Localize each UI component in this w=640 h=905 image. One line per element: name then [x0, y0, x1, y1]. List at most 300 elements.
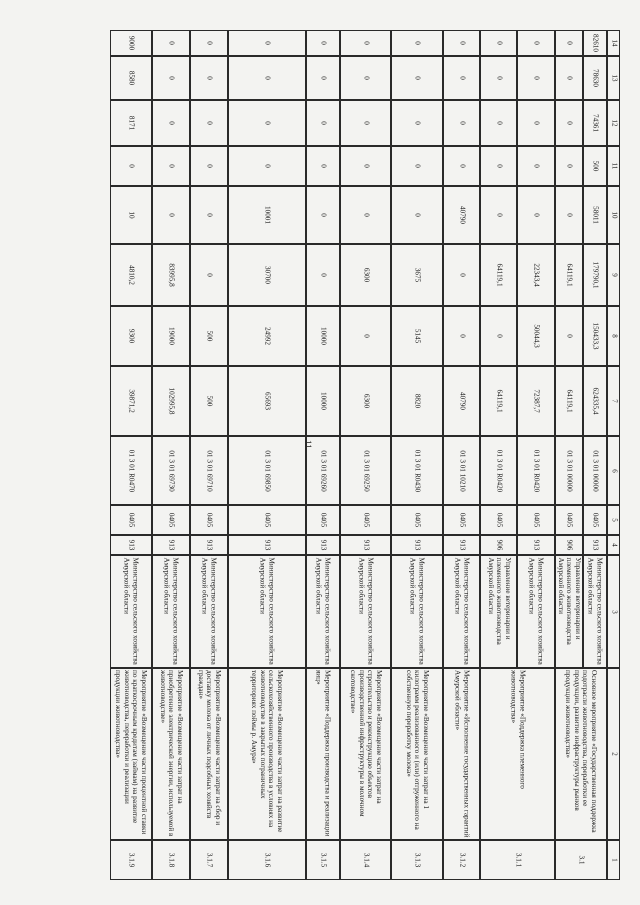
row-3.1.7-c14	[190, 30, 228, 56]
row-3.1.9-c2	[110, 668, 152, 840]
row-3.1.1-sub2-c12	[480, 100, 517, 146]
row-3.1.6-c6-text: 01 3 01 69850	[263, 449, 272, 492]
row-3.1.2-c1-text: 3.1.2	[457, 852, 466, 868]
row-3.1-sub1-c5-text: 0405	[591, 512, 600, 528]
row-3.1.9-c12	[110, 100, 152, 146]
row-3.1.4-c5-text: 0405	[361, 512, 370, 528]
row-3.1.6-c4-text: 913	[263, 539, 272, 551]
header-col-9-text: 9	[609, 273, 618, 277]
row-3.1.5-c6-text: 01 3 01 69260	[319, 449, 328, 492]
row-3.1.6-c7	[228, 366, 306, 436]
row-3.1.4-c5	[340, 505, 391, 535]
row-3.1.4-c9-text: 6300	[361, 267, 370, 283]
row-3.1-sub1-c13-text: 78630	[591, 69, 600, 87]
row-3.1.9-c13	[110, 56, 152, 100]
row-3.1.4-c13-text: 0	[361, 76, 370, 80]
row-3.1.2-c3	[443, 555, 480, 668]
row-3.1.3-c13	[391, 56, 443, 100]
row-3.1.1-sub2-c10-text: 0	[494, 213, 503, 217]
row-3.1.4-c14	[340, 30, 391, 56]
row-3.1.4-c6-text: 01 3 01 69250	[361, 449, 370, 492]
row-3.1-sub2-c9	[555, 244, 583, 306]
row-3.1.4-c14-text: 0	[361, 41, 370, 45]
row-3.1-sub2-c8-text: 0	[565, 334, 574, 338]
row-3.1.6-c1-text: 3.1.6	[263, 852, 272, 868]
row-3.1.5-c8	[306, 306, 340, 366]
row-3.1.1-sub1-c11-text: 0	[532, 164, 541, 168]
row-3.1.9-c9-text: 4810,2	[127, 265, 136, 285]
row-3.1.8-c3	[152, 555, 190, 668]
header-col-7	[607, 366, 620, 436]
row-3.1-sub2-c3-text: Управление ветеринарии и племенного животноводства Амурской области	[556, 557, 582, 645]
header-col-2-text: 2	[609, 752, 618, 756]
row-3.1.3-c6	[391, 436, 443, 505]
row-3.1.4-c13	[340, 56, 391, 100]
row-3.1.4-c2	[340, 668, 391, 840]
row-3.1.3-c5	[391, 505, 443, 535]
row-3.1.1-sub2-c9	[480, 244, 517, 306]
row-3.1.3-c6-text: 01 3 01 R0430	[413, 449, 422, 492]
row-3.1.1-sub1-c12-text: 0	[532, 121, 541, 125]
row-3.1.1-sub1-c4	[517, 535, 555, 555]
row-3.1.6-c5-text: 0405	[263, 512, 272, 528]
row-3.1.5-c13-text: 0	[319, 76, 328, 80]
row-3.1.5-c7-text: 10000	[319, 392, 328, 410]
row-3.1.7-c14-text: 0	[205, 41, 214, 45]
row-3.1.2-c11-text: 0	[457, 164, 466, 168]
row-3.1.5-c12-text: 0	[319, 121, 328, 125]
header-col-8	[607, 306, 620, 366]
row-3.1-sub2-c12	[555, 100, 583, 146]
row-3.1.2-c6	[443, 436, 480, 505]
header-col-5-text: 5	[609, 518, 618, 522]
row-3.1.5-c4-text: 913	[319, 539, 328, 551]
row-3.1.1-sub1-c6	[517, 436, 555, 505]
row-3.1.2-c10-text: 40790	[457, 206, 466, 224]
row-3.1.1-sub2-c10	[480, 186, 517, 244]
row-3.1.8-c11	[152, 146, 190, 186]
row-3.1.7-c6-text: 01 3 01 69710	[205, 449, 214, 492]
row-3.1.4-c11	[340, 146, 391, 186]
row-3.1-sub2-c10-text: 0	[565, 213, 574, 217]
header-col-6-text: 6	[609, 468, 618, 473]
row-3.1.7-c5-text: 0405	[205, 512, 214, 528]
row-3.1.7-c1	[190, 840, 228, 880]
row-3.1.2-c8	[443, 306, 480, 366]
row-3.1.3-c7	[391, 366, 443, 436]
row-3.1.2-c9-text: 0	[457, 273, 466, 277]
row-3.1.1-sub1-c9	[517, 244, 555, 306]
row-3.1.2-c5-text: 0405	[457, 512, 466, 528]
row-3.1.5-c2-text: Мероприятие «Поддержка производства и реализации яиц»	[315, 670, 332, 837]
row-3.1.7-c3	[190, 555, 228, 668]
row-3.1.1-c1-text: 3.1.1	[513, 852, 522, 868]
row-3.1-sub1-c13	[583, 56, 607, 100]
row-3.1-sub1-c3-text: Министерство сельского хозяйства Амурской области	[587, 557, 604, 665]
row-3.1.7-c11	[190, 146, 228, 186]
row-3.1-sub2-c12-text: 0	[565, 121, 574, 125]
row-3.1.5-c5-text: 0405	[319, 512, 328, 528]
row-3.1.1-sub1-c3-text: Министерство сельского хозяйства Амурской области	[528, 557, 545, 665]
row-3.1.2-c9	[443, 244, 480, 306]
row-3.1.8-c4	[152, 535, 190, 555]
row-3.1.6-c9	[228, 244, 306, 306]
row-3.1.1-sub1-c7	[517, 366, 555, 436]
row-3.1.8-c9-text: 83995,8	[167, 263, 176, 287]
row-3.1.4-c11-text: 0	[361, 164, 370, 168]
row-3.1.9-c6-text: 01 3 01 R0470	[127, 449, 136, 492]
row-3.1.5-c11	[306, 146, 340, 186]
row-3.1.5-c3-text: Министерство сельского хозяйства Амурской области	[315, 557, 332, 665]
row-3.1.2-c7-text: 40790	[457, 392, 466, 410]
row-3.1.8-c6-text: 01 3 01 69730	[167, 449, 176, 492]
row-3.1-sub1-c6-text: 01 3 01 00000	[591, 449, 600, 492]
row-3.1-sub2-c6-text: 01 3 01 00000	[565, 449, 574, 492]
row-3.1.2-c8-text: 0	[457, 334, 466, 338]
row-3.1.6-c2	[228, 668, 306, 840]
row-3.1.8-c12	[152, 100, 190, 146]
row-3.1.7-c4	[190, 535, 228, 555]
row-3.1.8-c13	[152, 56, 190, 100]
row-3.1-sub1-c14	[583, 30, 607, 56]
row-3.1.8-c14-text: 0	[167, 41, 176, 45]
row-3.1.6-c5	[228, 505, 306, 535]
row-3.1.7-c5	[190, 505, 228, 535]
row-3.1.7-c8	[190, 306, 228, 366]
row-3.1.1-c2	[480, 668, 555, 840]
row-3.1.1-sub2-c12-text: 0	[494, 121, 503, 125]
header-col-13	[607, 56, 620, 100]
row-3.1.6-c7-text: 65693	[263, 392, 272, 410]
row-3.1-sub2-c10	[555, 186, 583, 244]
row-3.1.6-c8-text: 24992	[263, 327, 272, 345]
row-3.1-sub1-c9	[583, 244, 607, 306]
row-3.1.8-c3-text: Министерство сельского хозяйства Амурской области	[163, 557, 180, 665]
row-3.1.4-c1	[340, 840, 391, 880]
row-3.1.4-c8-text: 0	[361, 334, 370, 338]
row-3.1.4-c10-text: 0	[361, 213, 370, 217]
row-3.1.6-c10	[228, 186, 306, 244]
row-3.1.5-c7	[306, 366, 340, 436]
row-3.1.1-sub1-c14-text: 0	[532, 41, 541, 45]
row-3.1.5-c14	[306, 30, 340, 56]
row-3.1.3-c10-text: 0	[413, 213, 422, 217]
row-3.1.1-sub2-c5-text: 0405	[494, 512, 503, 528]
row-3.1.5-c10-text: 0	[319, 213, 328, 217]
row-3.1-sub1-c11	[583, 146, 607, 186]
row-3.1-sub1-c4	[583, 535, 607, 555]
row-3.1.1-sub1-c8	[517, 306, 555, 366]
row-3.1.5-c5	[306, 505, 340, 535]
row-3.1.9-c7	[110, 366, 152, 436]
header-col-4-text: 4	[609, 543, 618, 547]
row-3.1.1-sub2-c13	[480, 56, 517, 100]
row-3.1.9-c10	[110, 186, 152, 244]
row-3.1.1-sub1-c5	[517, 505, 555, 535]
row-3.1-sub1-c8-text: 150433,3	[591, 322, 600, 350]
row-3.1.6-c8	[228, 306, 306, 366]
row-3.1.1-sub1-c10-text: 0	[532, 213, 541, 217]
row-3.1.5-c14-text: 0	[319, 41, 328, 45]
row-3.1.1-sub1-c12	[517, 100, 555, 146]
row-3.1.3-c14	[391, 30, 443, 56]
row-3.1.5-c3	[306, 555, 340, 668]
row-3.1.3-c9-text: 3675	[413, 267, 422, 283]
row-3.1.9-c10-text: 10	[127, 211, 136, 219]
header-col-6	[607, 436, 620, 505]
row-3.1.1-sub1-c5-text: 0405	[532, 512, 541, 528]
row-3.1-sub1-c10-text: 58011	[591, 206, 600, 224]
row-3.1.8-c14	[152, 30, 190, 56]
row-3.1.7-c1-text: 3.1.7	[205, 852, 214, 868]
row-3.1-sub2-c11	[555, 146, 583, 186]
row-3.1-sub1-c7-text: 624335,4	[591, 387, 600, 415]
row-3.1.8-c9	[152, 244, 190, 306]
row-3.1.9-c6	[110, 436, 152, 505]
row-3.1-sub2-c14	[555, 30, 583, 56]
row-3.1-sub2-c4-text: 906	[565, 539, 574, 551]
row-3.1.3-c7-text: 8820	[413, 393, 422, 409]
row-3.1.7-c7	[190, 366, 228, 436]
page-number: 11	[303, 440, 313, 449]
row-3.1-c2-text: Основное мероприятие «Государственная поддержка подотрасли животноводства, переработки ее продукции, развитие инфраструктуры рынков продукции животноводства»	[564, 670, 599, 833]
row-3.1.4-c3	[340, 555, 391, 668]
row-3.1-sub2-c11-text: 0	[565, 164, 574, 168]
row-3.1.8-c6	[152, 436, 190, 505]
row-3.1.1-sub2-c3	[480, 555, 517, 668]
row-3.1.1-sub2-c4	[480, 535, 517, 555]
header-col-7-text: 7	[609, 399, 618, 403]
row-3.1.4-c2-text: Мероприятие «Возмещение части затрат на строительство и реконструкцию объектов производственной инфраструктуры в молочном скотоводстве»	[348, 670, 383, 817]
row-3.1-sub2-c8	[555, 306, 583, 366]
row-3.1.1-sub1-c8-text: 50044,3	[532, 324, 541, 348]
row-3.1.6-c9-text: 30700	[263, 266, 272, 284]
row-3.1.7-c2	[190, 668, 228, 840]
row-3.1.9-c14	[110, 30, 152, 56]
header-col-1	[607, 840, 620, 880]
row-3.1.3-c5-text: 0405	[413, 512, 422, 528]
row-3.1-sub1-c5	[583, 505, 607, 535]
row-3.1.9-c4-text: 913	[127, 539, 136, 551]
row-3.1.9-c11	[110, 146, 152, 186]
row-3.1.8-c1-text: 3.1.8	[167, 852, 176, 868]
row-3.1-sub1-c9-text: 179790,1	[591, 261, 600, 289]
row-3.1.9-c9	[110, 244, 152, 306]
row-3.1.6-c11	[228, 146, 306, 186]
row-3.1.9-c3	[110, 555, 152, 668]
row-3.1.1-sub1-c11	[517, 146, 555, 186]
row-3.1-sub2-c7	[555, 366, 583, 436]
row-3.1.4-c7-text: 6300	[361, 393, 370, 409]
row-3.1.1-sub2-c14-text: 0	[494, 41, 503, 45]
row-3.1.3-c9	[391, 244, 443, 306]
header-col-8-text: 8	[609, 334, 618, 338]
header-col-14-text: 14	[609, 39, 618, 47]
row-3.1.1-c1	[480, 840, 555, 880]
row-3.1.4-c6	[340, 436, 391, 505]
header-col-11-text: 11	[609, 162, 618, 170]
row-3.1.6-c4	[228, 535, 306, 555]
row-3.1.9-c7-text: 39871,2	[127, 389, 136, 413]
row-3.1.1-sub1-c7-text: 72387,7	[532, 389, 541, 413]
row-3.1.4-c7	[340, 366, 391, 436]
row-3.1.9-c13-text: 8580	[127, 70, 136, 86]
row-3.1.8-c7	[152, 366, 190, 436]
header-col-4	[607, 535, 620, 555]
row-3.1.2-c10	[443, 186, 480, 244]
row-3.1.7-c6	[190, 436, 228, 505]
row-3.1.9-c3-text: Министерство сельского хозяйства Амурской области	[123, 557, 140, 665]
row-3.1-sub2-c4	[555, 535, 583, 555]
header-col-5	[607, 505, 620, 535]
row-3.1.9-c8	[110, 306, 152, 366]
row-3.1.2-c4-text: 913	[457, 539, 466, 551]
row-3.1.2-c4	[443, 535, 480, 555]
row-3.1.2-c2-text: Мероприятие «Исполнение государственных гарантий Амурской области»	[453, 670, 471, 838]
row-3.1-sub2-c9-text: 64119,1	[565, 263, 574, 287]
row-3.1.4-c8	[340, 306, 391, 366]
row-3.1.1-sub2-c4-text: 906	[494, 539, 503, 551]
row-3.1-sub1-c3	[583, 555, 607, 668]
row-3.1.4-c12-text: 0	[361, 121, 370, 125]
row-3.1.2-c6-text: 01 3 01 10210	[457, 449, 466, 492]
row-3.1.9-c2-text: Мероприятие «Возмещение части процентной ставки по краткосрочным кредитам (займам) на развитие животноводства, переработки и реализации продукции животноводства»	[114, 670, 149, 835]
row-3.1.5-c10	[306, 186, 340, 244]
row-3.1.1-sub1-c13	[517, 56, 555, 100]
row-3.1.5-c8-text: 10000	[319, 327, 328, 345]
row-3.1.6-c12	[228, 100, 306, 146]
row-3.1.4-c1-text: 3.1.4	[361, 852, 370, 868]
header-col-14	[607, 30, 620, 56]
row-3.1.5-c4	[306, 535, 340, 555]
row-3.1.3-c10	[391, 186, 443, 244]
row-3.1.3-c2	[391, 668, 443, 840]
row-3.1.1-sub1-c9-text: 22343,4	[532, 263, 541, 287]
row-3.1.2-c14	[443, 30, 480, 56]
header-col-13-text: 13	[609, 74, 618, 82]
row-3.1.1-sub1-c13-text: 0	[532, 76, 541, 80]
row-3.1.5-c11-text: 0	[319, 164, 328, 168]
row-3.1.6-c13-text: 0	[263, 76, 272, 80]
row-3.1.7-c10-text: 0	[205, 213, 214, 217]
row-3.1.9-c12-text: 8171	[127, 115, 136, 131]
row-3.1.3-c14-text: 0	[413, 41, 422, 45]
row-3.1-sub1-c4-text: 913	[591, 539, 600, 551]
row-3.1.6-c11-text: 0	[263, 164, 272, 168]
row-3.1.6-c2-text: Мероприятие «Возмещение части затрат на развитие сельскохозяйственного производства в условиях на животноводстве в закрытых пограничных территориях поймы р. Амура»	[250, 670, 285, 833]
row-3.1.1-sub2-c6-text: 01 3 01 R0420	[494, 449, 503, 492]
row-3.1.7-c8-text: 500	[205, 330, 214, 342]
row-3.1.4-c4	[340, 535, 391, 555]
row-3.1.5-c13	[306, 56, 340, 100]
row-3.1-c1-text: 3.1	[577, 855, 586, 865]
row-3.1.7-c12-text: 0	[205, 121, 214, 125]
row-3.1-sub2-c13	[555, 56, 583, 100]
row-3.1.1-sub2-c13-text: 0	[494, 76, 503, 80]
row-3.1.4-c4-text: 913	[361, 539, 370, 551]
row-3.1.7-c9-text: 0	[205, 273, 214, 277]
header-col-1-text: 1	[609, 858, 618, 862]
header-col-9	[607, 244, 620, 306]
row-3.1.3-c11-text: 0	[413, 164, 422, 168]
row-3.1.3-c8	[391, 306, 443, 366]
row-3.1.9-c4	[110, 535, 152, 555]
row-3.1.9-c5	[110, 505, 152, 535]
row-3.1.5-c9-text: 0	[319, 273, 328, 277]
row-3.1.8-c8-text: 19000	[167, 327, 176, 345]
row-3.1.3-c1	[391, 840, 443, 880]
row-3.1.3-c3-text: Министерство сельского хозяйства Амурской области	[409, 557, 426, 665]
row-3.1.3-c4	[391, 535, 443, 555]
header-col-12-text: 12	[609, 119, 618, 127]
row-3.1-sub1-c11-text: 500	[591, 160, 600, 172]
row-3.1.4-c12	[340, 100, 391, 146]
row-3.1-sub2-c6	[555, 436, 583, 505]
row-3.1.8-c4-text: 913	[167, 539, 176, 551]
row-3.1-c2	[555, 668, 607, 840]
row-3.1.1-sub2-c8	[480, 306, 517, 366]
row-3.1.1-sub2-c8-text: 0	[494, 334, 503, 338]
row-3.1.6-c3	[228, 555, 306, 668]
row-3.1.3-c1-text: 3.1.3	[413, 852, 422, 868]
row-3.1-sub2-c5-text: 0405	[565, 512, 574, 528]
row-3.1.5-c2	[306, 668, 340, 840]
row-3.1.8-c7-text: 102995,8	[167, 387, 176, 415]
row-3.1.5-c12	[306, 100, 340, 146]
row-3.1.2-c3-text: Министерство сельского хозяйства Амурской области	[453, 557, 471, 665]
row-3.1.7-c7-text: 500	[205, 395, 214, 407]
row-3.1.7-c9	[190, 244, 228, 306]
row-3.1.8-c2-text: Мероприятие «Возмещение части затрат на приобретение электрической энергии, используемой в животноводстве»	[158, 670, 184, 837]
row-3.1.2-c12	[443, 100, 480, 146]
header-col-11	[607, 146, 620, 186]
row-3.1.8-c10	[152, 186, 190, 244]
row-3.1.1-sub2-c7	[480, 366, 517, 436]
row-3.1.1-sub1-c3	[517, 555, 555, 668]
row-3.1.1-sub2-c6	[480, 436, 517, 505]
row-3.1.1-sub2-c7-text: 64119,1	[494, 389, 503, 413]
row-3.1-sub2-c14-text: 0	[565, 41, 574, 45]
header-col-3-text: 3	[609, 609, 618, 614]
row-3.1.1-sub2-c11	[480, 146, 517, 186]
row-3.1.1-sub2-c3-text: Управление ветеринарии и племенного животноводства Амурской области	[486, 557, 512, 645]
row-3.1-sub1-c12-text: 74361	[591, 114, 600, 132]
row-3.1.1-sub1-c6-text: 01 3 01 R0420	[532, 449, 541, 492]
row-3.1.5-c6	[306, 436, 340, 505]
row-3.1.2-c1	[443, 840, 480, 880]
row-3.1.3-c3	[391, 555, 443, 668]
row-3.1.2-c13	[443, 56, 480, 100]
row-3.1.7-c10	[190, 186, 228, 244]
row-3.1.1-sub2-c5	[480, 505, 517, 535]
row-3.1.9-c1	[110, 840, 152, 880]
row-3.1-sub2-c3	[555, 555, 583, 668]
row-3.1.8-c13-text: 0	[167, 76, 176, 80]
row-3.1-sub1-c6	[583, 436, 607, 505]
row-3.1.4-c10	[340, 186, 391, 244]
row-3.1.1-sub1-c14	[517, 30, 555, 56]
header-col-12	[607, 100, 620, 146]
row-3.1.3-c4-text: 913	[413, 539, 422, 551]
row-3.1.6-c13	[228, 56, 306, 100]
row-3.1.6-c3-text: Министерство сельского хозяйства Амурской области	[259, 557, 276, 665]
header-col-10-text: 10	[609, 211, 618, 219]
row-3.1.1-sub1-c10	[517, 186, 555, 244]
row-3.1.2-c2	[443, 668, 480, 840]
row-3.1.6-c6	[228, 436, 306, 505]
row-3.1.7-c13-text: 0	[205, 76, 214, 80]
row-3.1.8-c2	[152, 668, 190, 840]
